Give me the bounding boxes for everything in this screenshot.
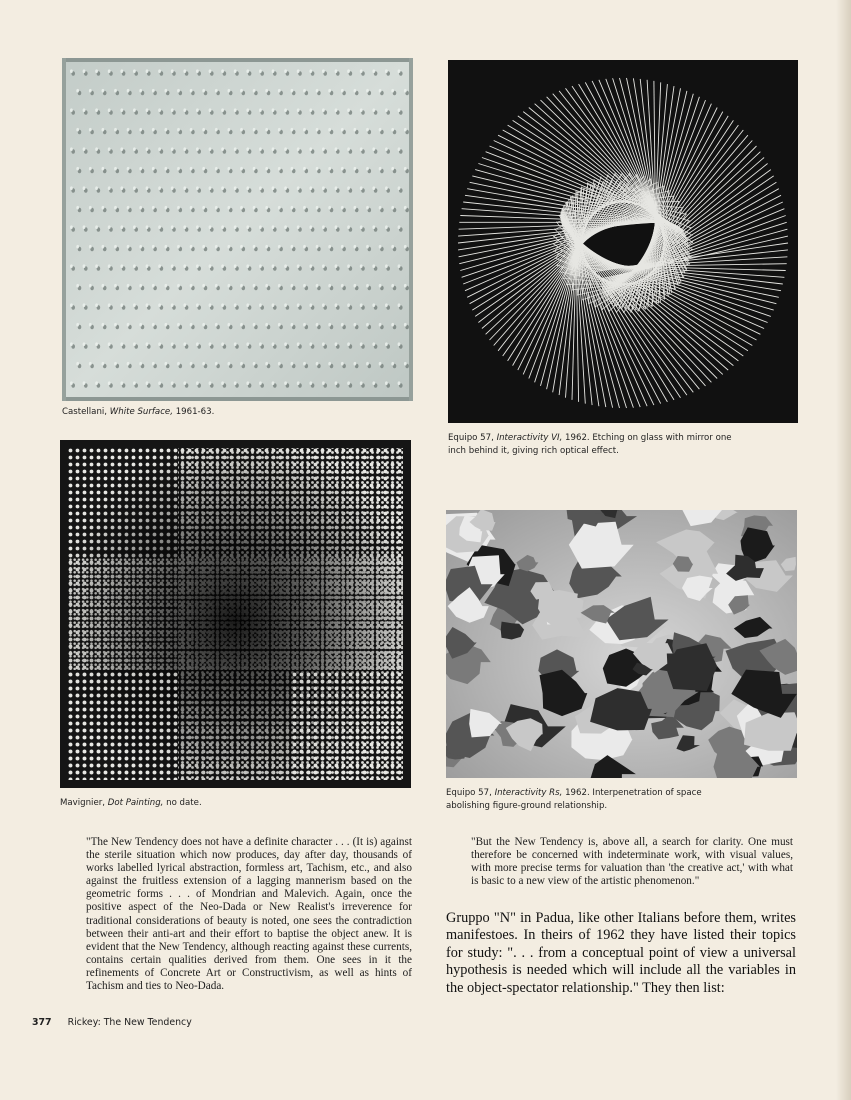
caption-artist: Mavignier,	[60, 798, 105, 808]
page-fold-shadow	[836, 0, 851, 1100]
body-paragraph: Gruppo "N" in Padua, like other Italians before them, writes manifestoes. In theirs of 1962 they have listed their topics for study: ". . . from a conceptual point of view a universal hypothesis is needed which will include all the variables in the object-spectator relationship." They then list:	[446, 910, 796, 996]
caption-detail: 1962. Etching on glass with mirror one inch behind it, giving rich optical effect.	[448, 433, 732, 456]
mavignier-caption	[60, 797, 411, 810]
equipo-rs-caption	[446, 787, 746, 813]
caption-artist: Castellani,	[62, 407, 108, 417]
caption-detail: no date.	[166, 798, 202, 808]
caption-title: White Surface,	[109, 407, 173, 417]
castellani-caption	[62, 406, 413, 419]
equipo-vi-caption	[448, 432, 748, 458]
page-number: 377	[32, 1017, 52, 1028]
castellani-white-surface-image	[62, 58, 413, 401]
caption-title: Dot Painting,	[107, 798, 164, 808]
caption-detail: 1961-63.	[175, 407, 215, 417]
page-footer	[32, 1017, 192, 1028]
quote-right-paragraph: "But the New Tendency is, above all, a search for clarity. One must therefore be concerned with indeterminate work, with visual values, with more precise terms for valuation than 'the creative act,' with what is basic to a new view of the artistic phenomenon."	[471, 836, 793, 888]
equipo-interactivity-vi-image	[448, 60, 798, 423]
quote-left-paragraph: "The New Tendency does not have a definite character . . . (It is) against the sterile situation which now produces, day after day, thousands of works labelled lyrical abstraction, formless art, Tachism, etc., and also against the fruitless extension of a lagging mannerism based on the geometric forms . . . of Mondrian and Malevich. Again, once the positive aspect of the Neo-Dada or New Realist's irreverence for traditional considerations of beauty is noted, one sees the contradiction between their anti-art and their effort to baptise the object anew. It is evident that the New Tendency, although reacting against these currents, contains certain qualities derived from them. One sees in it the refinements of Concrete Art or Constructivism, as well as hints of Tachism and ties to Neo-Dada.	[86, 836, 412, 993]
caption-detail: 1962. Interpenetration of space abolishing figure-ground relationship.	[446, 788, 702, 811]
running-head: Rickey: The New Tendency	[67, 1017, 192, 1028]
equipo-interactivity-rs-image	[446, 510, 797, 778]
caption-artist: Equipo 57,	[448, 433, 494, 443]
caption-artist: Equipo 57,	[446, 788, 492, 798]
mavignier-dot-painting-image	[60, 440, 411, 788]
caption-title: Interactivity Rs,	[494, 788, 563, 798]
caption-title: Interactivity VI,	[496, 433, 563, 443]
